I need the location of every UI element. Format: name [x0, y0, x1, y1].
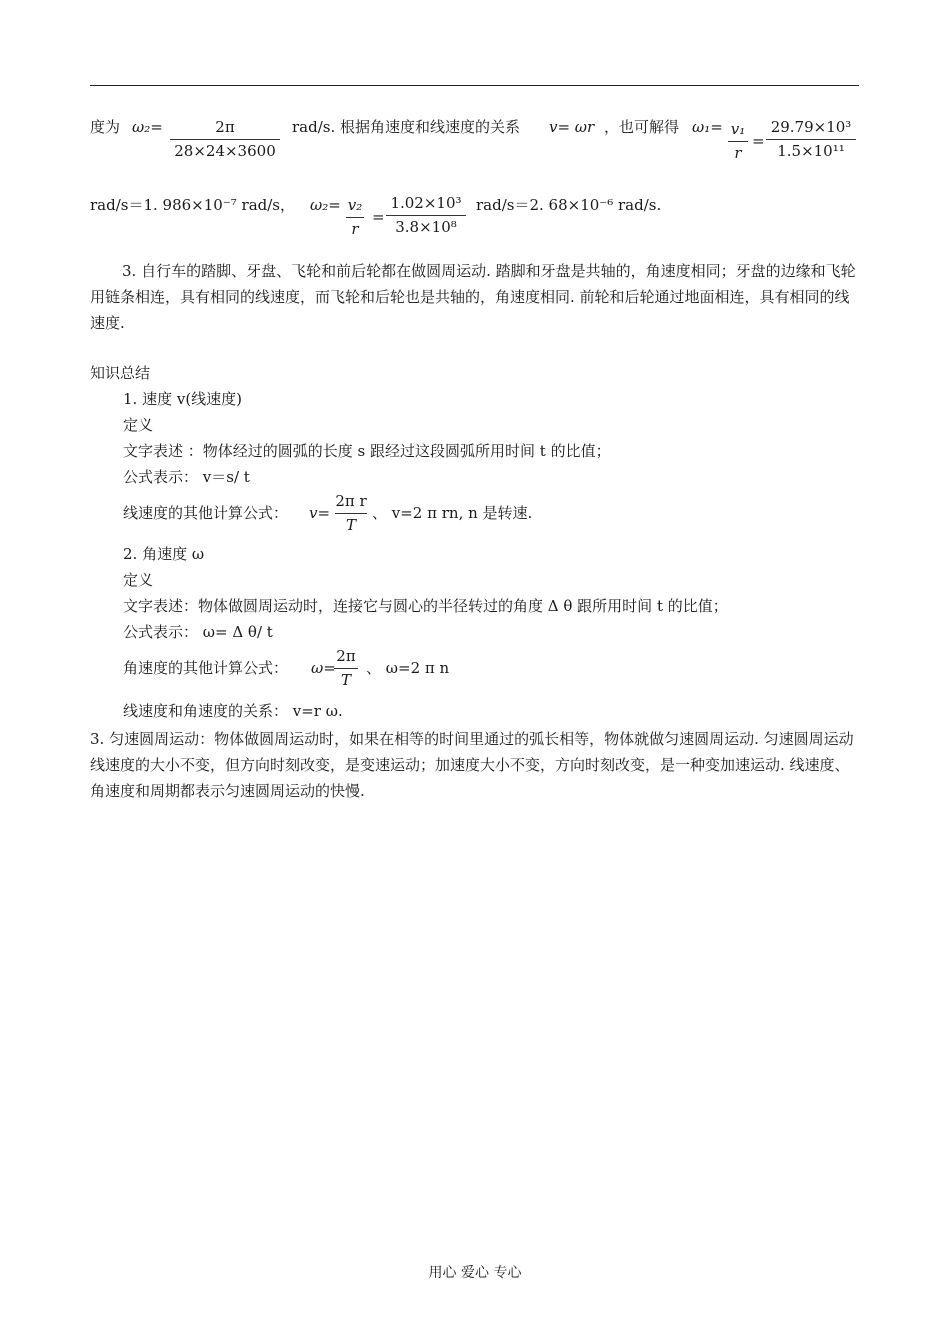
fraction-moon-omega	[386, 196, 466, 235]
item1-formula: 公式表示： v＝s/ t	[123, 468, 250, 486]
item1-text: 文字表述 ：物体经过的圆弧的长度 s 跟经过这段圆弧所用时间 t 的比值；	[123, 442, 611, 460]
fraction-2pi-over-period	[170, 120, 280, 159]
fraction-2pir-over-T	[335, 494, 367, 533]
item2-definition: 定义	[123, 571, 154, 589]
item1-other-tail: 、 v=2 π rn, n 是转速.	[372, 504, 533, 522]
item3-uniform-circular-motion: 3. 匀速圆周运动：物体做圆周运动时，如果在相等的时间里通过的弧长相等，物体就做匀速圆周运动. 匀速圆周运动线速度的大小不变，但方向时刻改变，是变速运动；加速度大小不变，方向时刻改变，是一种变加速运动. 线速度、角速度和周期都表示匀速圆周运动的快慢.	[90, 730, 854, 800]
fraction-numerator: 2π	[215, 118, 235, 136]
fraction-denominator: r	[734, 144, 742, 162]
fraction-bar	[766, 139, 856, 140]
line1-prefix: 度为	[90, 118, 121, 136]
item1-other-label: 线速度的其他计算公式：	[123, 504, 289, 522]
velocity-relation: 线速度和角速度的关系： v=r ω.	[123, 702, 343, 720]
line2-result1: rad/s＝1. 986×10⁻⁷ rad/s，	[90, 196, 295, 214]
fraction-bar	[334, 668, 358, 669]
line1-then: ，也可解得	[604, 118, 680, 136]
fraction-bar	[386, 215, 466, 216]
equals-sign: =	[372, 208, 385, 226]
omega1-label: ω₁=	[692, 118, 723, 136]
item2-other-tail: 、 ω=2 π n	[366, 659, 450, 677]
fraction-denominator: T	[340, 671, 351, 689]
fraction-numerator: 2π	[336, 647, 356, 665]
fraction-numerator: v₂	[347, 196, 363, 214]
header-rule	[90, 85, 859, 86]
line2-result2: rad/s＝2. 68×10⁻⁶ rad/s.	[476, 196, 662, 214]
fraction-bar	[728, 141, 748, 142]
fraction-v1-over-r	[728, 122, 748, 161]
fraction-numerator: 1.02×10³	[390, 194, 462, 212]
fraction-earth-omega	[766, 120, 856, 159]
line1-middle: rad/s. 根据角速度和线速度的关系	[292, 118, 521, 136]
fraction-bar	[170, 139, 280, 140]
fraction-numerator: 2π r	[335, 492, 367, 510]
item1-title: 1. 速度 v(线速度)	[123, 390, 243, 408]
fraction-bar	[346, 217, 364, 218]
item2-other-omega: ω=	[311, 659, 336, 677]
item2-other-label: 角速度的其他计算公式：	[123, 659, 289, 677]
fraction-bar	[335, 513, 367, 514]
omega2-label-2: ω₂=	[310, 196, 341, 214]
equals-sign: =	[752, 132, 765, 150]
fraction-v2-over-r	[346, 198, 364, 237]
fraction-denominator: T	[345, 516, 356, 534]
fraction-denominator: 28×24×3600	[174, 142, 276, 160]
fraction-numerator: 29.79×10³	[770, 118, 852, 136]
item1-other-v: v=	[309, 504, 331, 522]
paragraph-bicycle: 3. 自行车的踏脚、牙盘、飞轮和前后轮都在做圆周运动. 踏脚和牙盘是共轴的，角速度相同；牙盘的边缘和飞轮用链条相连，具有相同的线速度，而飞轮和后轮也是共轴的，角速度相同. 前轮和后轮通过地面相连，具有相同的线速度.	[90, 262, 856, 332]
item2-text: 文字表述：物体做圆周运动时，连接它与圆心的半径转过的角度 Δ θ 跟所用时间 t 的比值；	[123, 597, 728, 615]
item2-title: 2. 角速度 ω	[123, 545, 205, 563]
fraction-denominator: 3.8×10⁸	[395, 218, 457, 236]
item2-formula: 公式表示： ω= Δ θ/ t	[123, 623, 273, 641]
fraction-2pi-over-T	[334, 649, 358, 688]
fraction-numerator: v₁	[730, 120, 746, 138]
item1-definition: 定义	[123, 416, 154, 434]
relation-formula: v= ωr	[549, 118, 595, 136]
fraction-denominator: r	[351, 220, 359, 238]
page-footer: 用心 爱心 专心	[428, 1265, 522, 1281]
fraction-denominator: 1.5×10¹¹	[777, 142, 845, 160]
omega2-label: ω₂=	[132, 118, 163, 136]
summary-heading: 知识总结	[90, 364, 151, 382]
